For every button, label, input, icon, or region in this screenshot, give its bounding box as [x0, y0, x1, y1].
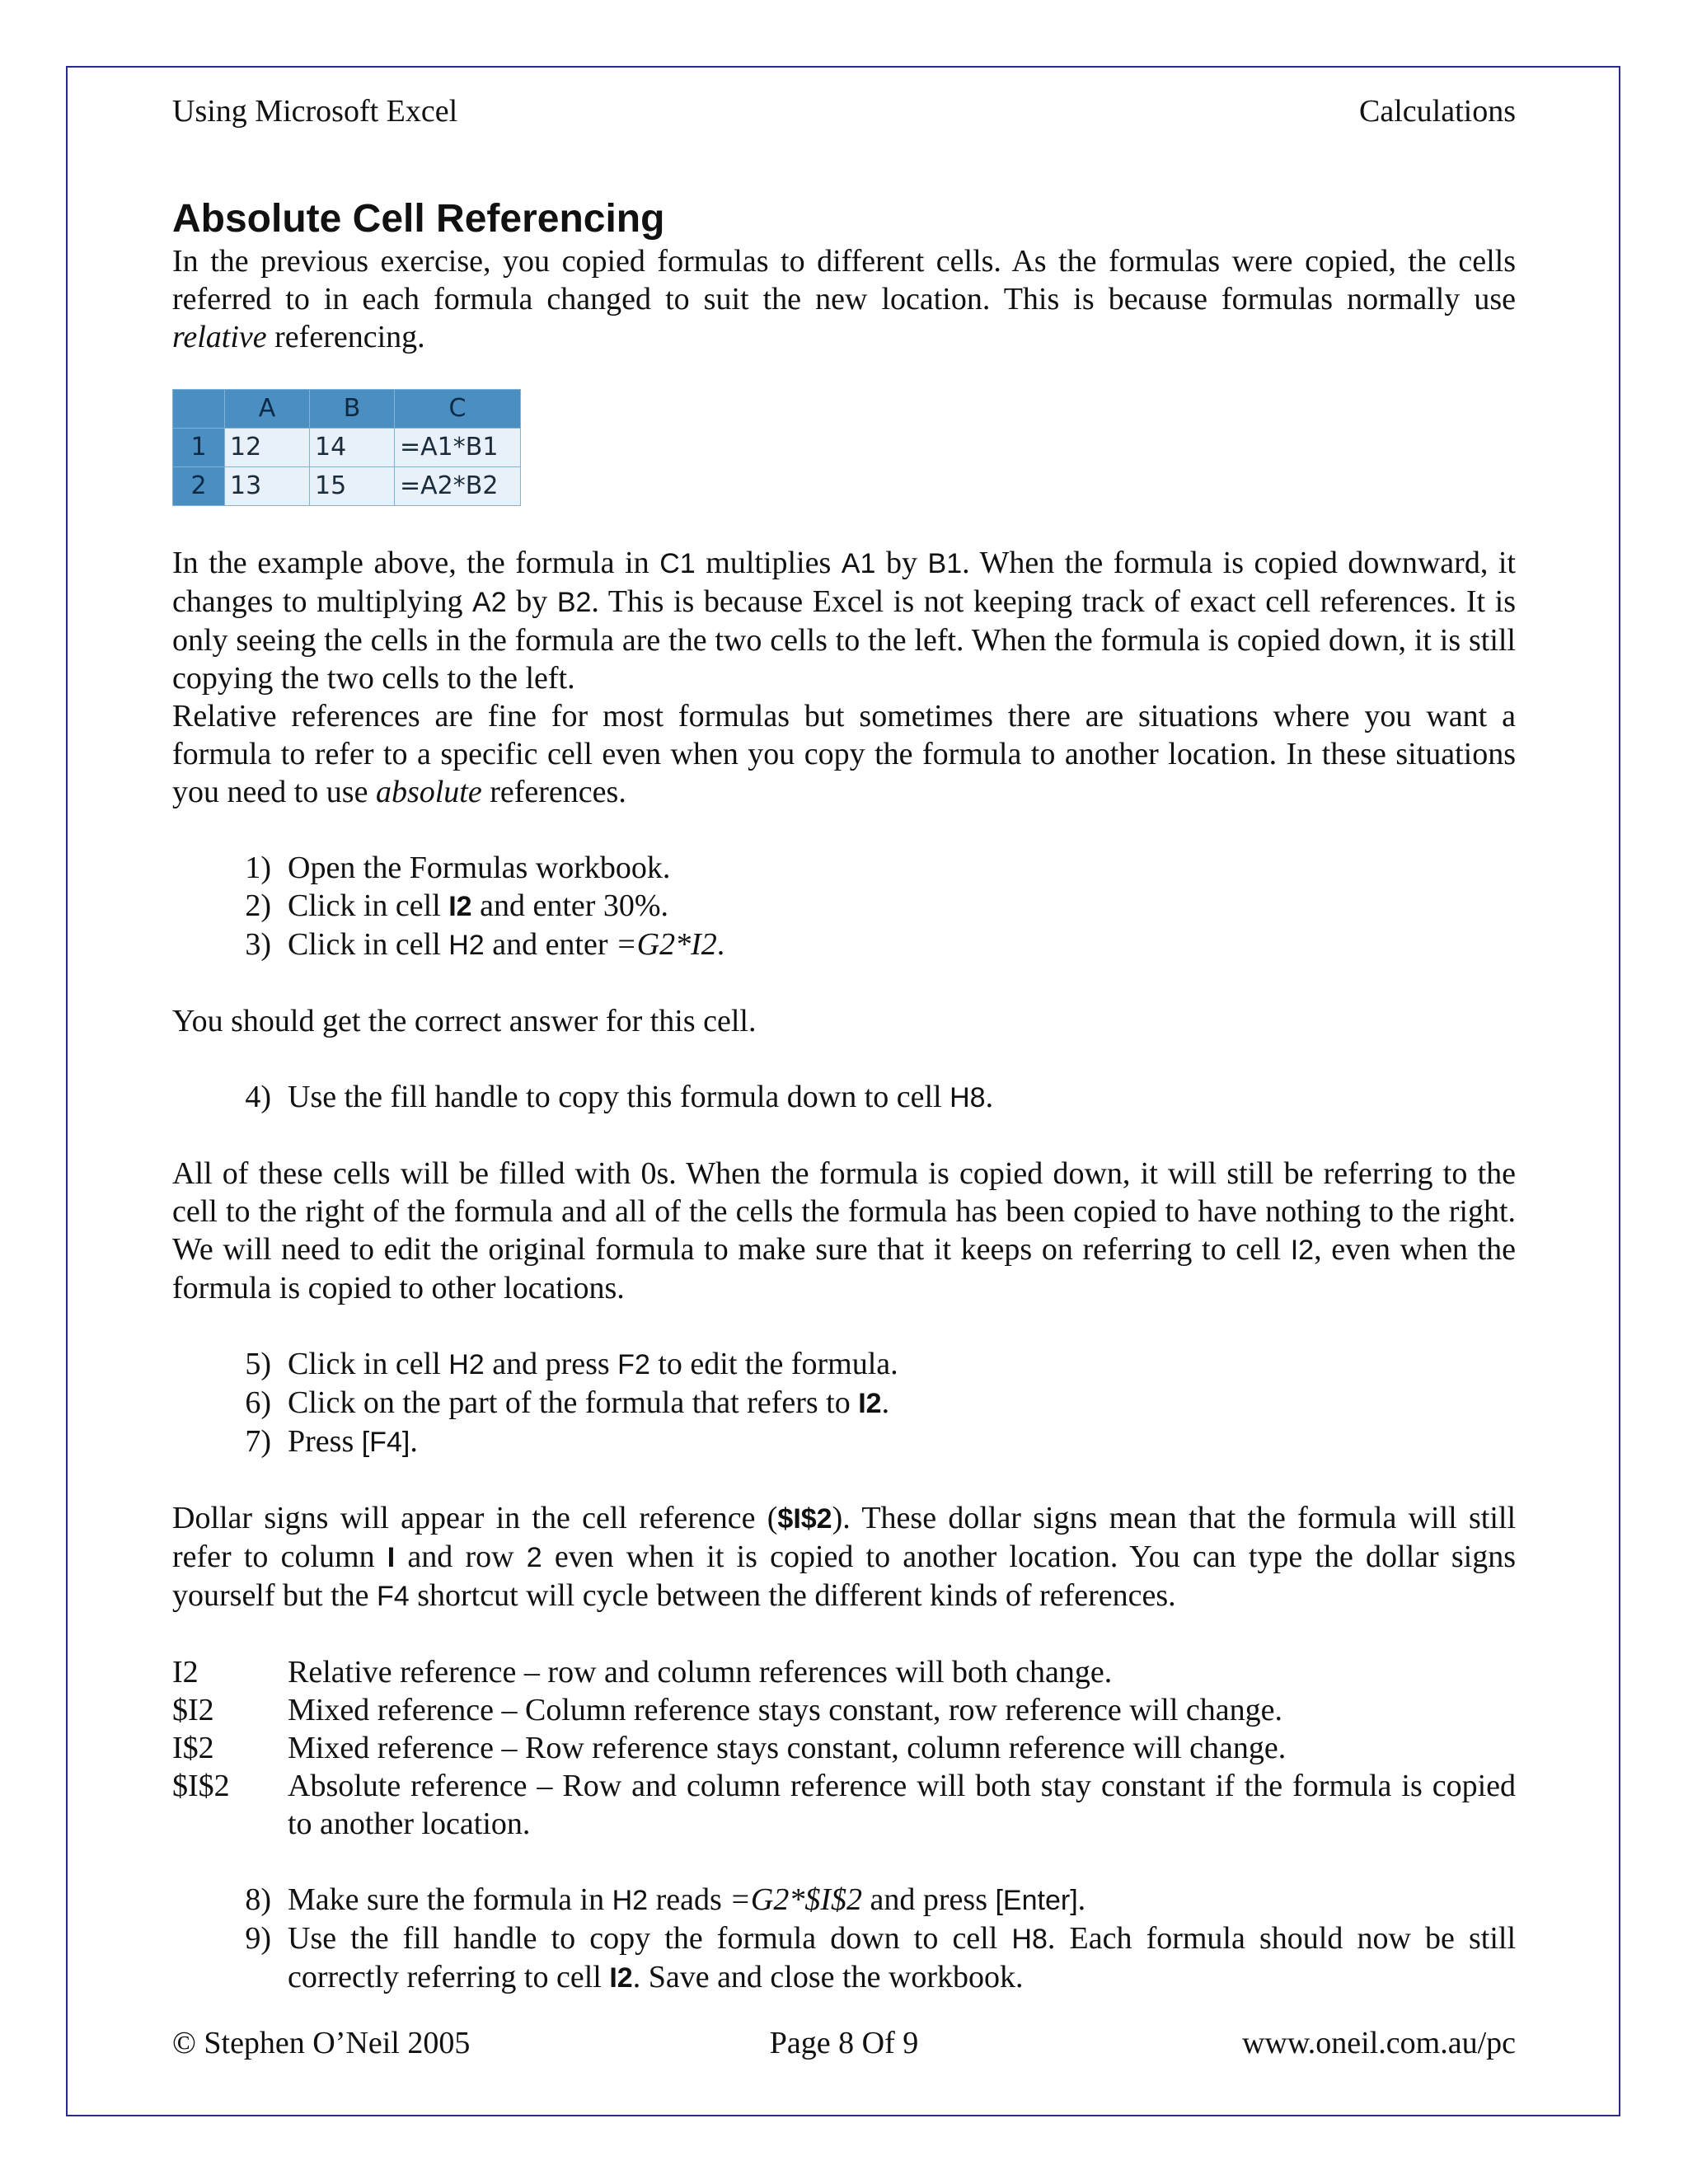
reference-types-list [172, 1653, 1516, 1843]
excel-example-table [172, 389, 521, 506]
excel-row-header: 2 [173, 467, 225, 506]
page-header [172, 92, 1516, 130]
steps-list-b [172, 1078, 1516, 1117]
steps-list-d [172, 1881, 1516, 1997]
relative-paragraph: Relative references are fine for most formulas but sometimes there are situations where you want a formula to refer to a specific cell even when you copy the formula to another location. In these situations you need to use absolute references. [172, 699, 1516, 809]
list-item: I2 Relative reference – row and column references will both change. [172, 1655, 1113, 1690]
page-footer [172, 2024, 1516, 2062]
list-item: 1) Open the Formulas workbook. [245, 851, 671, 885]
excel-cell: 15 [310, 467, 395, 506]
list-item: 3) Click in cell H2 and enter =G2*I2. [245, 927, 725, 962]
excel-header-row [173, 390, 521, 429]
list-item: 5) Click in cell H2 and press F2 to edit the formula. [245, 1347, 898, 1381]
excel-cell: 14 [310, 429, 395, 467]
header-right: Calculations [1359, 94, 1516, 129]
list-item: 6) Click on the part of the formula that refers to I2. [245, 1385, 890, 1420]
page-title: Absolute Cell Referencing [172, 197, 665, 241]
explanation-paragraph: In the example above, the formula in C1 multiplies A1 by B1. When the formula is copied downward, it changes to multiplying A2 by B2. This is because Excel is not keeping track of exact cell references. It is only seeing the cells in the formula are the two cells to the left. When the formula is copied down, it is still copying the two cells to the left. [172, 546, 1516, 696]
excel-cell: 12 [225, 429, 310, 467]
footer-page-number: Page 8 Of 9 [769, 2026, 919, 2060]
intro-paragraph: In the previous exercise, you copied formulas to different cells. As the formulas were copied, the cells referred to in each formula changed to suit the new location. This is because formulas normally use relative referencing. [172, 244, 1516, 354]
result-note: You should get the correct answer for this cell. [172, 1004, 757, 1038]
excel-row [173, 467, 521, 506]
excel-cell: =A2*B2 [395, 467, 521, 506]
steps-list-a [172, 849, 1516, 964]
list-item: 7) Press [F4]. [245, 1424, 418, 1459]
list-item: I$2 Mixed reference – Row reference stays constant, column reference will change. [172, 1731, 1287, 1765]
list-item: 4) Use the fill handle to copy this formula down to cell H8. [245, 1080, 994, 1114]
excel-cell: 13 [225, 467, 310, 506]
steps-list-c [172, 1345, 1516, 1461]
footer-url: www.oneil.com.au/pc [1241, 2026, 1516, 2060]
excel-col-header: C [395, 390, 521, 429]
dollar-paragraph: Dollar signs will appear in the cell reference ($I$2). These dollar signs mean that the formula will still refer to column I and row 2 even when it is copied to another location. You can type the dollar signs yourself but the F4 shortcut will cycle between the different kinds of references. [172, 1501, 1517, 1613]
list-item: 9) Use the fill handle to copy the formula down to cell H8. Each formula should now be still correctly referring to cell I2. Save and close the workbook. [245, 1921, 1516, 1994]
page-content [172, 92, 1516, 1997]
excel-col-header: A [225, 390, 310, 429]
excel-cell: =A1*B1 [395, 429, 521, 467]
excel-col-header: B [310, 390, 395, 429]
header-left: Using Microsoft Excel [172, 94, 458, 129]
list-item: 2) Click in cell I2 and enter 30%. [245, 888, 669, 923]
excel-corner-cell [173, 390, 225, 429]
excel-row-header: 1 [173, 429, 225, 467]
list-item: $I$2 Absolute reference – Row and column reference will both stay constant if the formula is copied to another location. [172, 1769, 1516, 1841]
list-item: 8) Make sure the formula in H2 reads =G2*$I$2 and press [Enter]. [245, 1882, 1086, 1917]
list-item: $I2 Mixed reference – Column reference stays constant, row reference will change. [172, 1693, 1283, 1727]
excel-row [173, 429, 521, 467]
zeros-paragraph: All of these cells will be filled with 0s. When the formula is copied down, it will still be referring to the cell to the right of the formula and all of the cells the formula has been copied to have nothing to the right. We will need to edit the original formula to make sure that it keeps on referring to cell I2, even when the formula is copied to other locations. [172, 1156, 1517, 1305]
footer-copyright: © Stephen O’Neil 2005 [172, 2026, 471, 2060]
